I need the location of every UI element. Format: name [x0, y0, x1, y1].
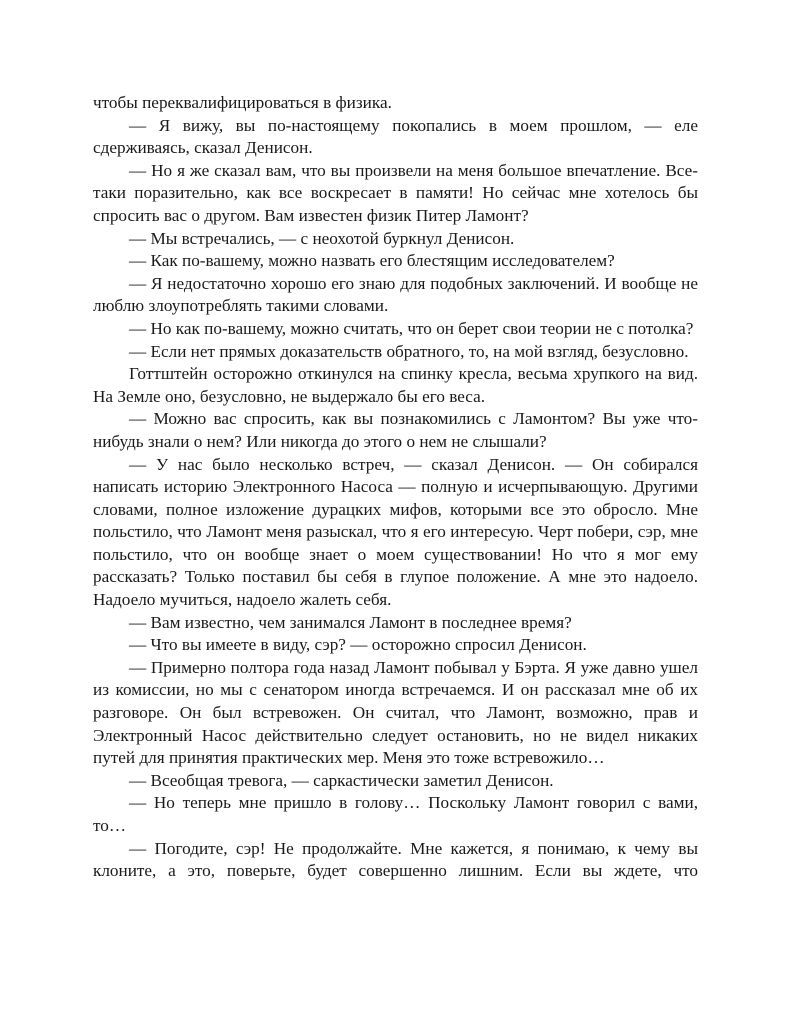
paragraph: — Мы встречались, — с неохотой буркнул Денисон. — [129, 228, 515, 248]
paragraph: — Если нет прямых доказательств обратного, то, на мой взгляд, безусловно. — [129, 341, 689, 361]
paragraph: — Примерно полтора года назад Ламонт побывал у Бэрта. Я уже давно ушел из комиссии, но мы с сенатором иногда встречаемся. И он рассказал мне об их разговоре. Он был встревожен. Он считал, что Ламонт, возможно, прав и Электронный Насос действительно следует остановить, но не видел никаких путей для принятия практических мер. Меня это тоже встревожило… — [93, 657, 698, 768]
document-page — [93, 92, 698, 883]
paragraph: Готтштейн осторожно откинулся на спинку кресла, весьма хрупкого на вид. На Земле оно, безусловно, не выдержало бы его веса. — [93, 364, 698, 406]
paragraph: — Как по-вашему, можно назвать его блестящим исследователем? — [129, 251, 615, 271]
paragraph: — Я вижу, вы по-настоящему покопались в моем прошлом, — еле сдерживаясь, сказал Денисон. — [93, 115, 698, 158]
paragraph: — Но теперь мне пришло в голову… Поскольку Ламонт говорил с вами, то… — [93, 793, 698, 835]
paragraph: — Всеобщая тревога, — саркастически заметил Денисон. — [129, 770, 554, 790]
paragraph: — Вам известно, чем занимался Ламонт в последнее время? — [129, 612, 572, 632]
paragraph: — Можно вас спросить, как вы познакомились с Ламонтом? Вы уже что-нибудь знали о нем? Или никогда до этого о нем не слышали? — [93, 409, 698, 451]
paragraph: — У нас было несколько встреч, — сказал Денисон. — Он собирался написать историю Электронного Насоса — полную и исчерпывающую. Другими словами, полное изложение дурацких мифов, которыми все это обросло. Мне польстило, что Ламонт меня разыскал, что я его интересую. Черт побери, сэр, мне польстило, что он вообще знает о моем существовании! Но что я мог ему рассказать? Только поставил бы себя в глупое положение. А мне это надоело. Надоело мучиться, надоело жалеть себя. — [93, 454, 698, 610]
paragraph: — Погодите, сэр! Не продолжайте. Мне кажется, я понимаю, к чему вы клоните, а это, поверьте, будет совершенно лишним. Если вы ждете, что — [93, 838, 698, 881]
paragraph: — Но я же сказал вам, что вы произвели на меня большое впечатление. Все-таки поразительно, как все воскресает в памяти! Но сейчас мне хотелось бы спросить вас о другом. Вам известен физик Питер Ламонт? — [93, 160, 698, 225]
paragraph: — Что вы имеете в виду, сэр? — осторожно спросил Денисон. — [129, 635, 587, 655]
paragraph: чтобы переквалифицироваться в физика. — [93, 93, 392, 112]
paragraph: — Но как по-вашему, можно считать, что он берет свои теории не с потолка? — [129, 318, 694, 338]
paragraph: — Я недостаточно хорошо его знаю для подобных заключений. И вообще не люблю злоупотреблять такими словами. — [93, 273, 698, 316]
